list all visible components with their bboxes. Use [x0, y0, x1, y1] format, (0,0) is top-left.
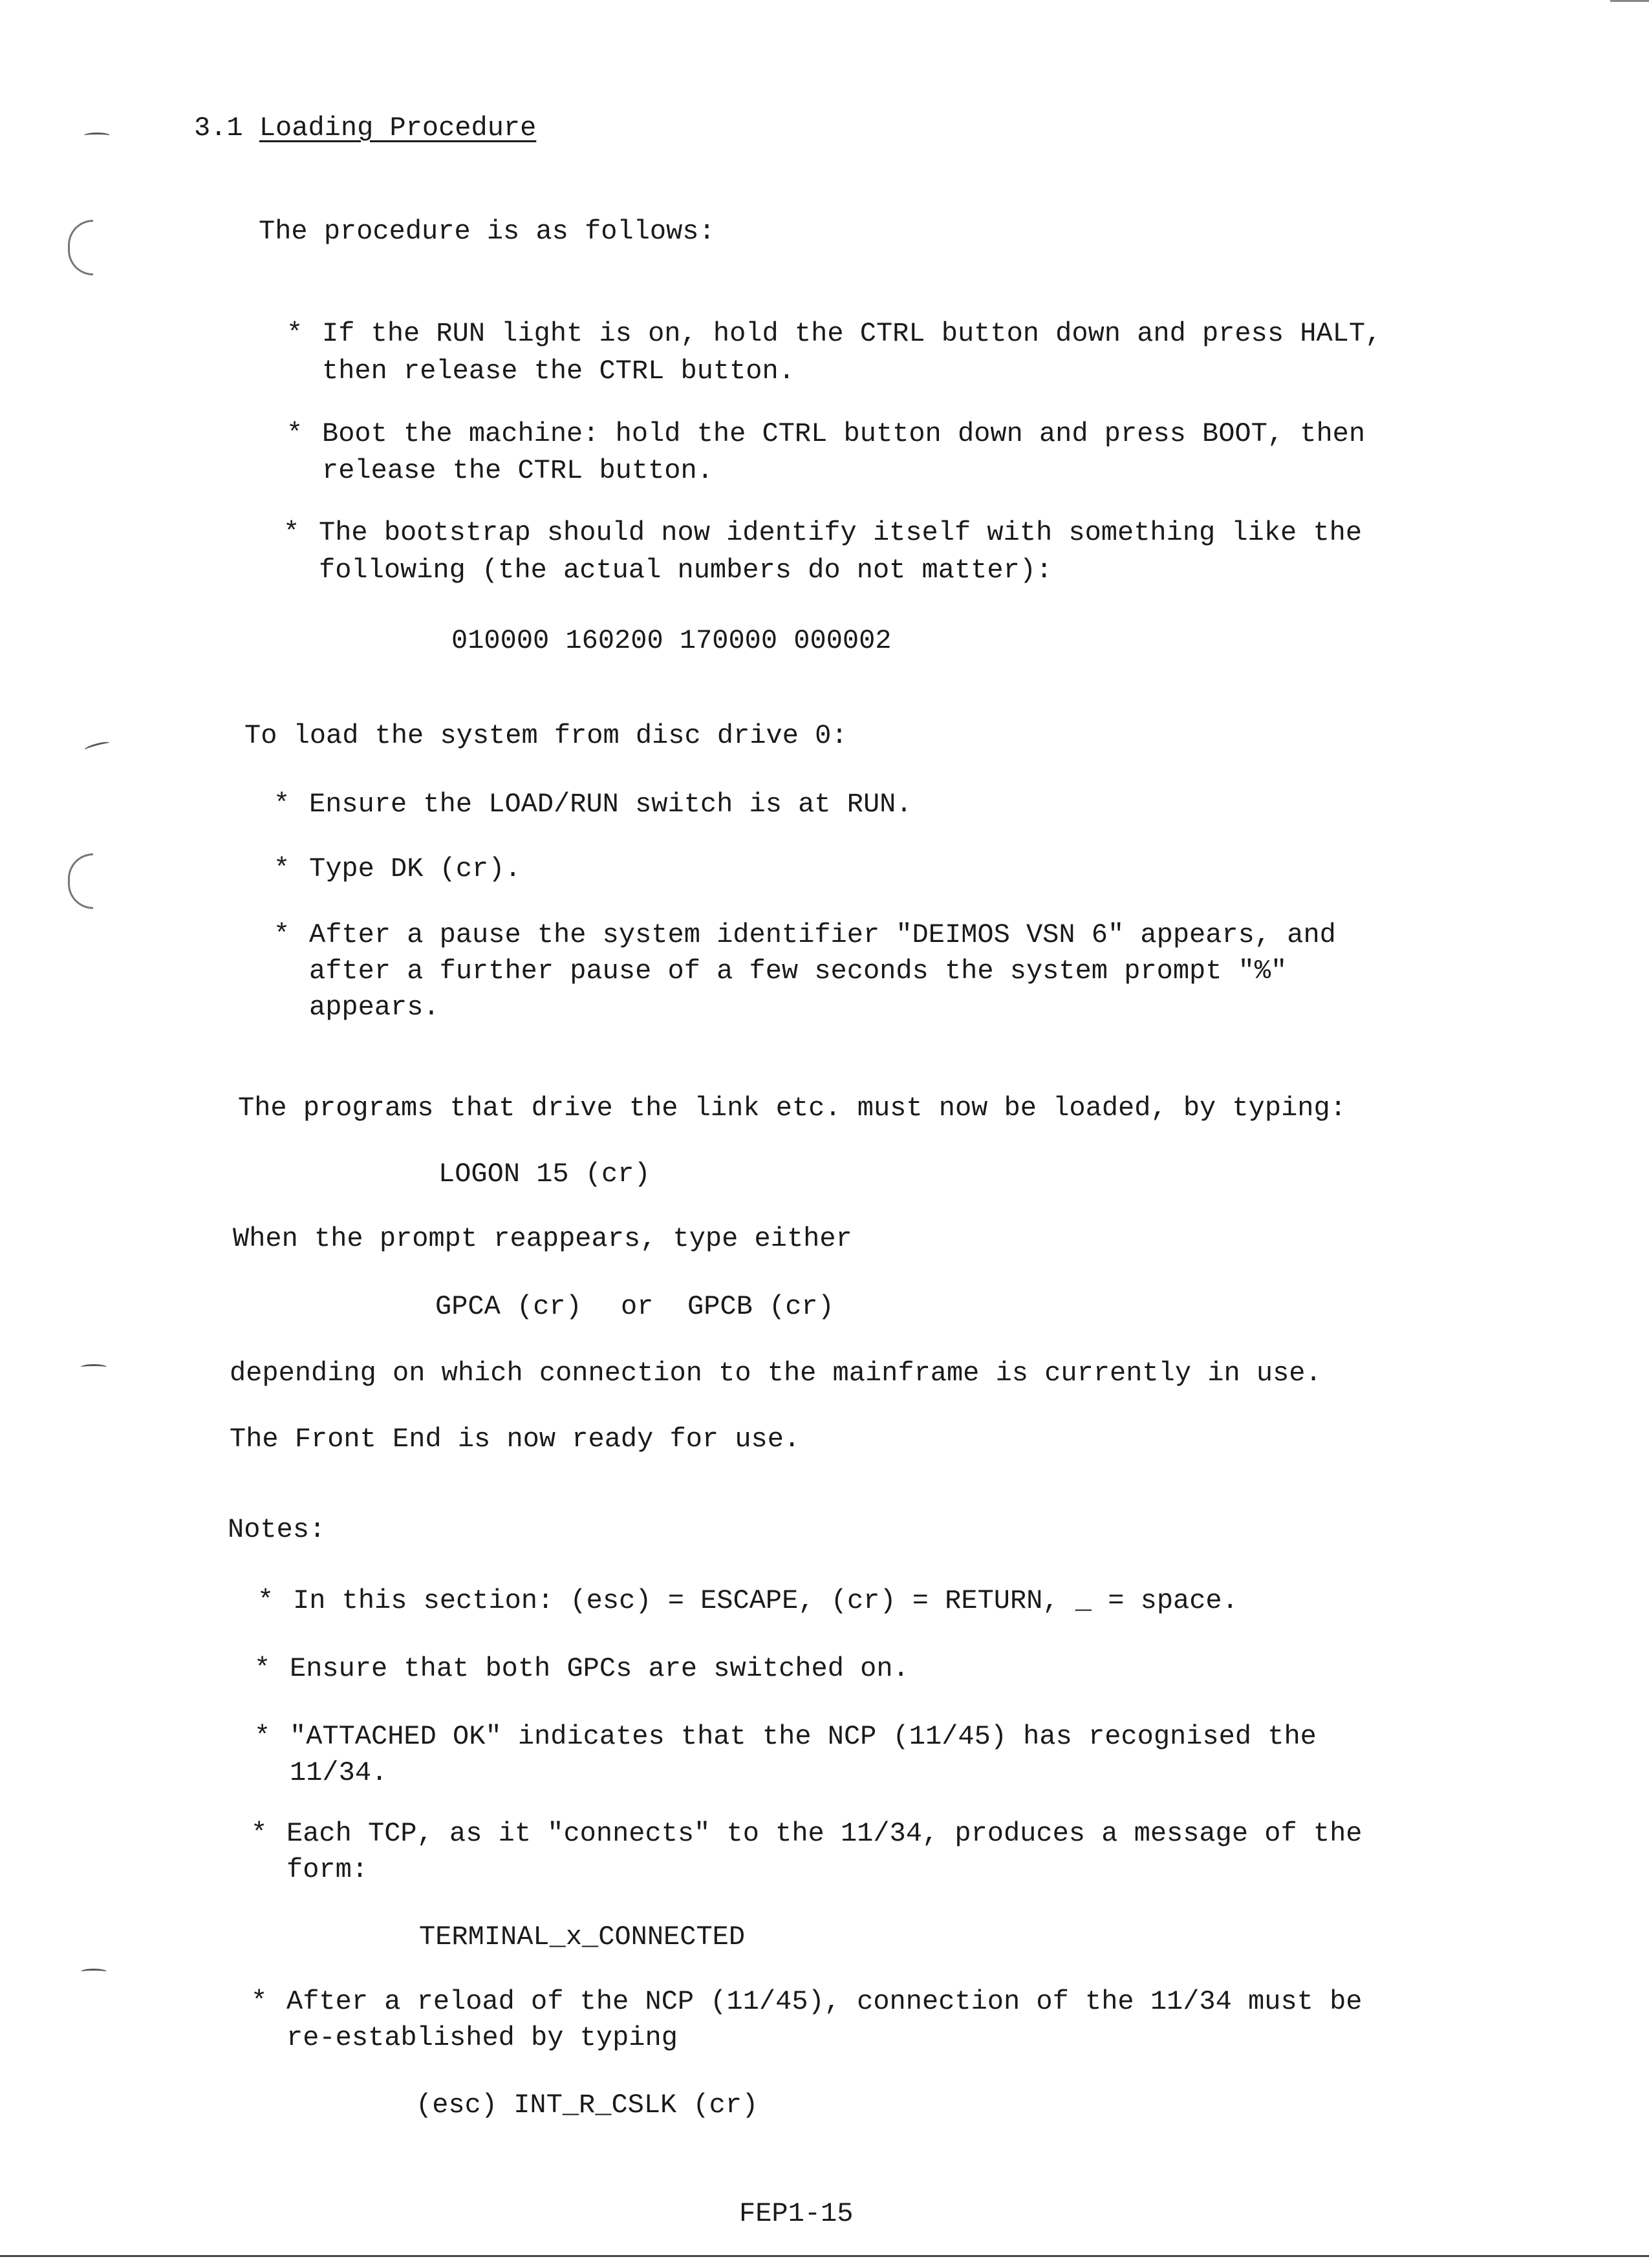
- intro-text: The procedure is as follows:: [259, 216, 715, 247]
- bullet: *: [254, 1721, 271, 1752]
- reload-note-line-2: re-established by typing: [286, 2022, 678, 2053]
- section-number: 3.1: [194, 112, 243, 144]
- note-2: Ensure that both GPCs are switched on.: [290, 1653, 909, 1684]
- gpcb-command: GPCB (cr): [687, 1291, 834, 1322]
- logon-command: LOGON 15 (cr): [438, 1159, 651, 1190]
- prompt-text: When the prompt reappears, type either: [233, 1223, 852, 1254]
- bullet: *: [251, 1986, 268, 2017]
- bullet: *: [286, 418, 303, 449]
- punch-hole: [68, 220, 93, 275]
- bullet: *: [286, 318, 303, 349]
- bullet: *: [274, 789, 290, 820]
- terminal-message: TERMINAL_x_CONNECTED: [419, 1921, 746, 1952]
- note-4-line-2: form:: [286, 1854, 369, 1885]
- section-title: Loading Procedure: [259, 112, 537, 144]
- disc-step-2: Type DK (cr).: [309, 853, 521, 884]
- margin-mark: [81, 1364, 107, 1370]
- step-2-line-1: Boot the machine: hold the CTRL button down and press BOOT, then: [322, 418, 1366, 449]
- disc-intro: To load the system from disc drive 0:: [244, 720, 848, 751]
- punch-hole: [68, 853, 93, 909]
- disc-step-3-line-1: After a pause the system identifier "DEIMOS VSN 6" appears, and: [309, 919, 1336, 950]
- bullet: *: [274, 853, 290, 884]
- margin-mark: [84, 133, 110, 138]
- reload-command: (esc) INT_R_CSLK (cr): [416, 2090, 759, 2121]
- section-heading: [194, 111, 536, 145]
- depending-text: depending on which connection to the mainframe is currently in use.: [230, 1358, 1322, 1389]
- bullet: *: [274, 919, 290, 950]
- step-3-line-2: following (the actual numbers do not matter):: [319, 555, 1053, 586]
- disc-step-3-line-2: after a further pause of a few seconds the system prompt "%": [309, 956, 1288, 987]
- disc-step-3-line-3: appears.: [309, 992, 440, 1023]
- bootstrap-output: 010000 160200 170000 000002: [451, 625, 892, 656]
- reload-note-line-1: After a reload of the NCP (11/45), connection of the 11/34 must be: [286, 1986, 1363, 2017]
- notes-title: Notes:: [228, 1514, 326, 1545]
- disc-step-1: Ensure the LOAD/RUN switch is at RUN.: [309, 789, 912, 820]
- or-text: or: [621, 1291, 654, 1322]
- gpca-command: GPCA (cr): [435, 1291, 582, 1322]
- step-1-line-1: If the RUN light is on, hold the CTRL button down and press HALT,: [322, 318, 1382, 349]
- note-4-line-1: Each TCP, as it "connects" to the 11/34, produces a message of the: [286, 1818, 1363, 1849]
- ready-text: The Front End is now ready for use.: [230, 1424, 801, 1455]
- bullet: *: [283, 517, 300, 548]
- margin-mark: [81, 1969, 107, 1974]
- margin-mark: [84, 740, 111, 753]
- step-3-line-1: The bootstrap should now identify itself with something like the: [319, 517, 1363, 548]
- step-1-line-2: then release the CTRL button.: [322, 356, 795, 387]
- step-2-line-2: release the CTRL button.: [322, 455, 713, 486]
- note-3-line-2: 11/34.: [290, 1757, 388, 1788]
- page-number: FEP1-15: [739, 2198, 854, 2229]
- note-3-line-1: "ATTACHED OK" indicates that the NCP (11/45) has recognised the: [290, 1721, 1317, 1752]
- bullet: *: [251, 1818, 268, 1849]
- scan-edge-line: [1610, 0, 1649, 2]
- bullet: *: [254, 1653, 271, 1684]
- bullet: *: [257, 1585, 274, 1616]
- note-1: In this section: (esc) = ESCAPE, (cr) = RETURN, _ = space.: [293, 1585, 1238, 1616]
- programs-text: The programs that drive the link etc. must now be loaded, by typing:: [238, 1093, 1346, 1124]
- scan-bottom-edge: [0, 2255, 1649, 2257]
